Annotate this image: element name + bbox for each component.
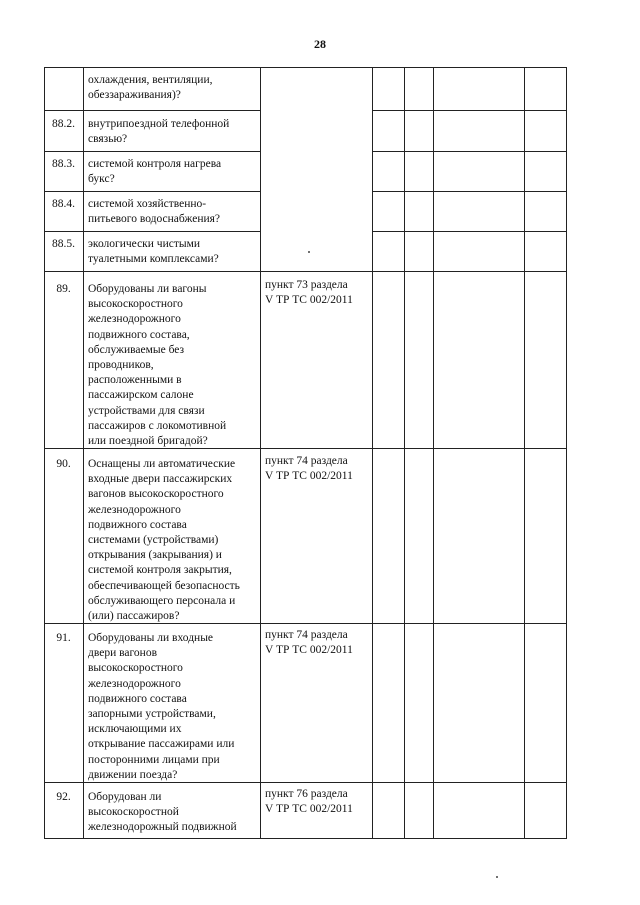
row-number: 89. bbox=[56, 283, 71, 295]
reference-text: пункт 73 раздела V ТР ТС 002/2011 bbox=[265, 279, 353, 307]
scan-speck bbox=[308, 251, 310, 253]
question-text: системой хозяйственно- питьевого водоснабжения? bbox=[88, 198, 221, 226]
question-text: охлаждения, вентиляции, обеззараживания)? bbox=[88, 74, 213, 102]
question-text: Оборудованы ли вагоны высокоскоростного железнодорожного подвижного состава, обслуживаемые без проводников, расположенными в пассажирском салоне устройствами для связи пассажиров с локомотивной или поездной бригадой? bbox=[88, 283, 227, 448]
reference-text: пункт 74 раздела V ТР ТС 002/2011 bbox=[265, 629, 353, 657]
row-number: 91. bbox=[56, 632, 71, 644]
row-number: 92. bbox=[56, 791, 71, 803]
row-number: 90. bbox=[56, 458, 71, 470]
row-number: 88.5. bbox=[52, 238, 75, 250]
row-number: 88.3. bbox=[52, 158, 75, 170]
question-text: Оснащены ли автоматические входные двери пассажирских вагонов высокоскоростного железнодорожного подвижного состава системами (устройствами) открывания (закрывания) и системой контроля закрытия, обеспечивающей безопасность обслуживающего персонала и (или) пассажиров? bbox=[88, 458, 240, 623]
row-number: 88.4. bbox=[52, 198, 75, 210]
scan-speck bbox=[496, 876, 498, 878]
page-number: 28 bbox=[314, 37, 326, 51]
question-text: внутрипоездной телефонной связью? bbox=[88, 118, 230, 146]
reference-text: пункт 76 раздела V ТР ТС 002/2011 bbox=[265, 788, 353, 816]
question-text: экологически чистыми туалетными комплексами? bbox=[88, 238, 219, 266]
question-text: Оборудованы ли входные двери вагонов высокоскоростного железнодорожного подвижного состава запорными устройствами, исключающими их открывание пассажирами или посторонними лицами при движении поезда? bbox=[88, 632, 235, 781]
reference-text: пункт 74 раздела V ТР ТС 002/2011 bbox=[265, 455, 353, 483]
row-number: 88.2. bbox=[52, 118, 75, 130]
question-text: системой контроля нагрева букс? bbox=[88, 158, 222, 186]
question-text: Оборудован ли высокоскоростной железнодорожный подвижной bbox=[88, 791, 237, 834]
